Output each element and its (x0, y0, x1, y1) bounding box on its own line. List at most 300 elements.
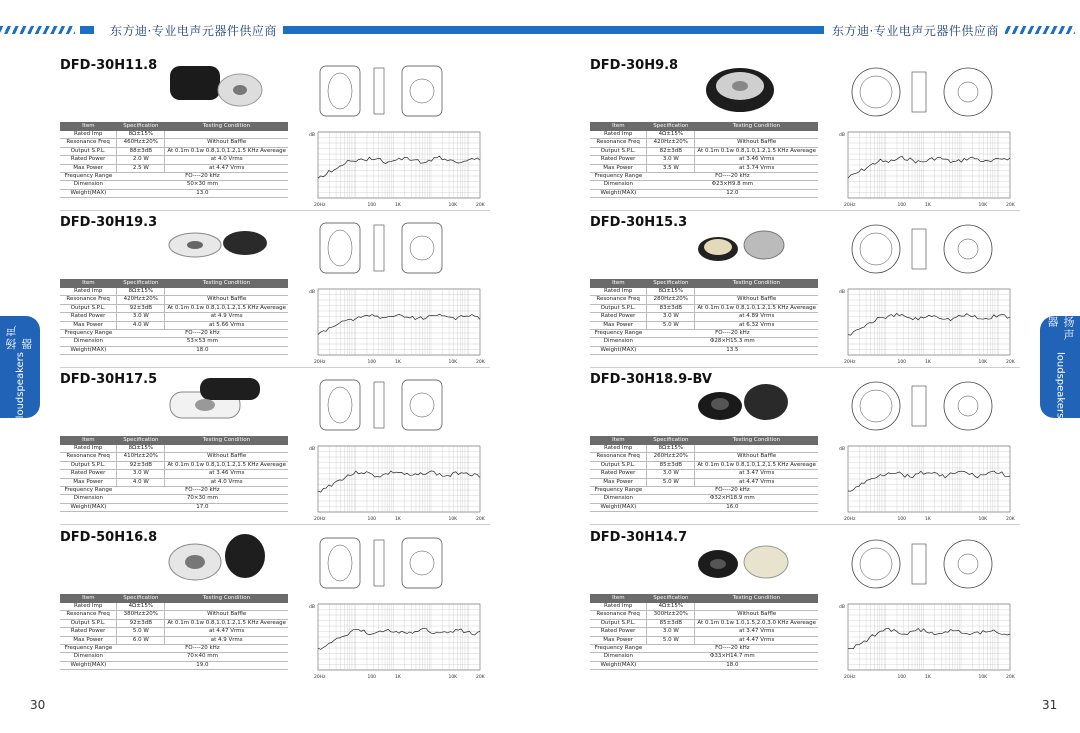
spec-cell: Rated Imp (590, 288, 647, 296)
spec-cell: at 4.47 Vrms (165, 164, 288, 172)
spec-cell: 2.5 W (117, 164, 165, 172)
spec-row (60, 603, 288, 611)
spec-row (590, 313, 818, 321)
side-tab (0, 316, 40, 418)
graph-x-tick: 100 (897, 517, 907, 522)
spec-row (590, 304, 818, 312)
spec-cell: at 5.66 Vrms (165, 321, 288, 329)
spec-cell: 380Hz±20% (117, 611, 165, 619)
spec-cell: at 3.46 Vrms (165, 470, 288, 478)
spec-header: Testing Condition (165, 436, 288, 445)
product-block (590, 215, 1030, 371)
spec-header: Testing Condition (695, 436, 818, 445)
spec-row (590, 330, 818, 338)
spec-cell: Frequency Range (590, 645, 647, 653)
spec-row (590, 495, 818, 503)
spec-row (60, 661, 288, 669)
product-block (60, 372, 500, 528)
graph-x-tick: 10K (978, 203, 988, 208)
spec-cell: 53×53 mm (117, 338, 288, 346)
graph-x-tick: 10K (978, 360, 988, 365)
graph-x-tick: 20Hz (314, 203, 326, 208)
graph-x-tick: 100 (897, 675, 907, 680)
spec-cell: 3.5 W (647, 164, 695, 172)
spec-cell: 85±3dB (647, 619, 695, 627)
spec-cell (695, 445, 818, 453)
product-photo (160, 58, 270, 118)
spec-cell: Weight(MAX) (60, 503, 117, 511)
spec-cell: At 0.1m 0.1w 1.0,1.5,2.0,3.0 KHz Avereage (695, 619, 818, 627)
spec-row (60, 131, 288, 139)
spec-cell: FO----20 kHz (117, 487, 288, 495)
spec-cell: at 3.74 Vrms (695, 164, 818, 172)
spec-row (590, 189, 818, 197)
spec-cell: Without Baffle (165, 611, 288, 619)
spec-cell: 92±3dB (117, 619, 165, 627)
spec-cell: FO----20 kHz (647, 487, 818, 495)
spec-cell: 50×30 mm (117, 181, 288, 189)
spec-header: Specification (117, 436, 165, 445)
spec-cell: Resonance Freq (60, 611, 117, 619)
graph-x-tick: 10K (978, 517, 988, 522)
spec-cell: Rated Power (60, 470, 117, 478)
spec-cell: Weight(MAX) (60, 189, 117, 197)
spec-cell: 3.0 W (647, 628, 695, 636)
graph-y-label: dB (839, 290, 845, 295)
spec-row (60, 330, 288, 338)
spec-row (590, 619, 818, 627)
spec-cell: 3.0 W (647, 156, 695, 164)
spec-row (590, 487, 818, 495)
spec-cell: Rated Imp (60, 603, 117, 611)
spec-row (60, 147, 288, 155)
spec-row (60, 304, 288, 312)
spec-cell: Weight(MAX) (60, 661, 117, 669)
spec-cell: Rated Power (590, 470, 647, 478)
spec-cell: 3.0 W (647, 470, 695, 478)
spec-cell: 8Ω±15% (117, 445, 165, 453)
spec-cell: FO----20 kHz (647, 173, 818, 181)
spec-header: Item (590, 122, 647, 131)
spec-cell: FO----20 kHz (117, 645, 288, 653)
spec-row (590, 156, 818, 164)
section-divider (60, 524, 490, 525)
spec-cell: At 0.1m 0.1w 0.8,1.0,1.2,1.5 KHz Avereage (165, 304, 288, 312)
spec-row (60, 461, 288, 469)
spec-cell: 12.0 (647, 189, 818, 197)
spec-cell: Dimension (60, 338, 117, 346)
spec-cell: 4.0 W (117, 321, 165, 329)
spec-table (590, 279, 818, 355)
spec-header: Specification (117, 279, 165, 288)
spec-row (590, 321, 818, 329)
section-divider (590, 524, 1020, 525)
spec-cell: Output S.P.L. (590, 619, 647, 627)
spec-cell: 420Hz±20% (647, 139, 695, 147)
side-tab (1040, 316, 1080, 418)
spec-row (590, 628, 818, 636)
spec-cell: Rated Imp (60, 445, 117, 453)
dimension-drawing (310, 215, 500, 275)
product-block (590, 372, 1030, 528)
spec-cell: 85±3dB (647, 461, 695, 469)
spec-cell: 19.0 (117, 661, 288, 669)
graph-x-tick: 20K (1006, 203, 1015, 208)
spec-row (60, 628, 288, 636)
spec-cell: Resonance Freq (60, 139, 117, 147)
spec-row (590, 645, 818, 653)
spec-cell: 4.0 W (117, 478, 165, 486)
graph-x-tick: 20Hz (314, 675, 326, 680)
spec-cell: 18.0 (117, 346, 288, 354)
brand-title: 东方迪·专业电声元器件供应商 (826, 22, 1005, 39)
spec-cell: at 4.47 Vrms (695, 478, 818, 486)
page-number: 30 (30, 698, 46, 712)
spec-cell: Dimension (60, 181, 117, 189)
spec-row (590, 173, 818, 181)
spec-row (60, 296, 288, 304)
spec-cell: At 0.1m 0.1w 0.8,1.0,1.2,1.5 KHz Avereage (165, 147, 288, 155)
spec-cell: Φ28×H15.3 mm (647, 338, 818, 346)
spec-header: Item (590, 594, 647, 603)
spec-cell: Max Power (590, 478, 647, 486)
spec-row (590, 653, 818, 661)
graph-x-tick: 10K (448, 203, 458, 208)
spec-cell: Dimension (590, 338, 647, 346)
graph-x-tick: 20K (1006, 675, 1015, 680)
spec-table (60, 594, 288, 670)
spec-header: Testing Condition (165, 279, 288, 288)
spec-cell (165, 603, 288, 611)
spec-cell: Resonance Freq (590, 611, 647, 619)
spec-cell: Max Power (590, 164, 647, 172)
side-tab-cn: 扬声器 (5, 323, 34, 350)
side-tab-en: loudspeakers (1054, 351, 1066, 418)
spec-cell: 88±3dB (117, 147, 165, 155)
spec-cell: 5.0 W (647, 478, 695, 486)
spec-cell: Rated Power (590, 156, 647, 164)
spec-cell: at 4.9 Vrms (165, 313, 288, 321)
spec-cell: FO----20 kHz (117, 330, 288, 338)
spec-cell: Output S.P.L. (60, 147, 117, 155)
graph-x-tick: 1K (925, 360, 931, 365)
graph-x-tick: 20K (476, 360, 485, 365)
spec-cell: 2.0 W (117, 156, 165, 164)
stripe-decoration (540, 26, 824, 34)
spec-row (60, 470, 288, 478)
spec-cell: at 4.47 Vrms (695, 636, 818, 644)
graph-y-label: dB (309, 605, 315, 610)
product-block (590, 58, 1030, 214)
stripe-decoration (80, 26, 94, 34)
spec-row (60, 619, 288, 627)
spec-cell: At 0.1m 0.1w 0.8,1.0,1.2,1.5 KHz Avereage (165, 619, 288, 627)
spec-cell: at 4.0 Vrms (165, 478, 288, 486)
spec-row (60, 156, 288, 164)
spec-cell: 18.0 (647, 661, 818, 669)
spec-header: Item (590, 279, 647, 288)
spec-cell: Weight(MAX) (590, 346, 647, 354)
spec-cell: Resonance Freq (590, 139, 647, 147)
model-title: DFD-30H18.9-BV (590, 372, 712, 387)
spec-cell: Output S.P.L. (60, 619, 117, 627)
spec-cell: Frequency Range (60, 487, 117, 495)
dimension-drawing (310, 530, 500, 590)
stripe-decoration (0, 26, 75, 34)
section-divider (60, 367, 490, 368)
spec-cell: 5.0 W (117, 628, 165, 636)
product-photo (160, 530, 270, 590)
spec-cell: At 0.1m 0.1w 0.8,1.0,1.2,1.5 KHz Avereage (695, 147, 818, 155)
spec-cell: Max Power (590, 636, 647, 644)
spec-cell: At 0.1m 0.1w 0.8,1.0,1.2,1.5 KHz Avereage (165, 461, 288, 469)
graph-x-tick: 20K (476, 675, 485, 680)
graph-x-tick: 100 (367, 203, 377, 208)
spec-table (590, 436, 818, 512)
spec-row (60, 181, 288, 189)
graph-x-tick: 1K (395, 360, 401, 365)
graph-x-tick: 20Hz (844, 360, 856, 365)
spec-table (60, 279, 288, 355)
spec-cell: FO----20 kHz (117, 173, 288, 181)
spec-header: Item (60, 279, 117, 288)
spec-row (590, 603, 818, 611)
spec-cell: 17.0 (117, 503, 288, 511)
spec-cell: at 3.47 Vrms (695, 628, 818, 636)
dimension-drawing (840, 215, 1030, 275)
spec-row (60, 636, 288, 644)
spec-row (60, 321, 288, 329)
spec-header: Specification (647, 594, 695, 603)
graph-x-tick: 1K (395, 517, 401, 522)
graph-x-tick: 100 (897, 203, 907, 208)
spec-cell: 92±3dB (117, 304, 165, 312)
spec-cell: Frequency Range (60, 173, 117, 181)
spec-row (590, 147, 818, 155)
spec-cell: Without Baffle (165, 453, 288, 461)
spec-cell: 8Ω±15% (647, 288, 695, 296)
spec-cell: Rated Power (590, 628, 647, 636)
spec-row (60, 189, 288, 197)
spec-cell: Dimension (60, 653, 117, 661)
frequency-response-graph (308, 442, 486, 522)
spec-row (590, 131, 818, 139)
model-title: DFD-30H15.3 (590, 215, 688, 230)
spec-cell: Dimension (590, 653, 647, 661)
spec-header: Testing Condition (695, 594, 818, 603)
spec-cell: 280Hz±20% (647, 296, 695, 304)
graph-x-tick: 20K (476, 517, 485, 522)
spec-header: Item (590, 436, 647, 445)
frequency-response-graph (308, 285, 486, 365)
spec-cell: 8Ω±15% (647, 445, 695, 453)
spec-cell: FO----20 kHz (647, 645, 818, 653)
spec-row (60, 453, 288, 461)
section-divider (590, 210, 1020, 211)
spec-table (590, 594, 818, 670)
spec-cell: Rated Imp (590, 603, 647, 611)
spec-cell (695, 603, 818, 611)
frequency-response-graph (838, 128, 1016, 208)
graph-x-tick: 10K (448, 517, 458, 522)
spec-cell: at 4.0 Vrms (165, 156, 288, 164)
spec-row (60, 653, 288, 661)
spec-row (590, 470, 818, 478)
spec-cell: Without Baffle (695, 453, 818, 461)
spec-table (60, 436, 288, 512)
graph-x-tick: 20K (476, 203, 485, 208)
spec-header: Specification (647, 436, 695, 445)
spec-cell: 3.0 W (117, 313, 165, 321)
product-photo (160, 372, 270, 432)
spec-cell: Rated Power (60, 313, 117, 321)
spec-header: Specification (647, 279, 695, 288)
graph-y-label: dB (309, 447, 315, 452)
dimension-drawing (840, 372, 1030, 432)
spec-row (60, 346, 288, 354)
spec-row (590, 288, 818, 296)
spec-row (590, 164, 818, 172)
spec-row (60, 313, 288, 321)
graph-x-tick: 20K (1006, 517, 1015, 522)
spec-cell: Without Baffle (695, 296, 818, 304)
stripe-decoration (1000, 26, 1075, 34)
spec-cell: Weight(MAX) (60, 346, 117, 354)
spec-row (590, 338, 818, 346)
spec-cell: at 4.9 Vrms (165, 636, 288, 644)
spec-cell: 13.5 (647, 346, 818, 354)
section-divider (590, 367, 1020, 368)
spec-cell: at 3.46 Vrms (695, 156, 818, 164)
product-photo (690, 530, 800, 590)
graph-x-tick: 20K (1006, 360, 1015, 365)
spec-cell: Rated Imp (60, 131, 117, 139)
spec-cell: FO----20 kHz (647, 330, 818, 338)
spec-cell: at 3.47 Vrms (695, 470, 818, 478)
spec-row (60, 338, 288, 346)
spec-row (590, 346, 818, 354)
spec-cell: Frequency Range (60, 645, 117, 653)
spec-cell: Rated Imp (590, 445, 647, 453)
spec-header: Testing Condition (165, 594, 288, 603)
spec-cell: 5.0 W (647, 321, 695, 329)
model-title: DFD-30H19.3 (60, 215, 158, 230)
graph-x-tick: 10K (448, 675, 458, 680)
spec-row (590, 445, 818, 453)
dimension-drawing (310, 372, 500, 432)
spec-row (60, 611, 288, 619)
graph-x-tick: 1K (925, 675, 931, 680)
spec-cell: Output S.P.L. (590, 461, 647, 469)
spec-cell: Resonance Freq (590, 453, 647, 461)
model-title: DFD-30H14.7 (590, 530, 688, 545)
spec-cell: at 4.89 Vrms (695, 313, 818, 321)
product-photo (690, 215, 800, 275)
spec-cell: 5.0 W (647, 636, 695, 644)
spec-row (60, 645, 288, 653)
spec-row (60, 503, 288, 511)
spec-table (590, 122, 818, 198)
spec-cell: Frequency Range (60, 330, 117, 338)
spec-cell: Dimension (590, 181, 647, 189)
spec-row (590, 139, 818, 147)
dimension-drawing (310, 58, 500, 118)
spec-row (590, 453, 818, 461)
spec-cell: 410Hz±20% (117, 453, 165, 461)
spec-row (590, 461, 818, 469)
spec-cell: Frequency Range (590, 173, 647, 181)
side-tab-en: loudspeakers (14, 351, 26, 418)
spec-row (590, 478, 818, 486)
spec-header: Specification (117, 122, 165, 131)
model-title: DFD-30H11.8 (60, 58, 158, 73)
product-block (590, 530, 1030, 686)
spec-cell: Rated Power (60, 156, 117, 164)
spec-cell: 4Ω±15% (117, 603, 165, 611)
spec-header: Testing Condition (695, 122, 818, 131)
spec-cell: Without Baffle (695, 139, 818, 147)
spec-cell: Rated Imp (60, 288, 117, 296)
dimension-drawing (840, 58, 1030, 118)
spec-cell: 3.0 W (117, 470, 165, 478)
model-title: DFD-30H17.5 (60, 372, 158, 387)
spec-row (590, 181, 818, 189)
frequency-response-graph (838, 285, 1016, 365)
spec-cell (165, 131, 288, 139)
spec-cell (695, 131, 818, 139)
spec-cell: Frequency Range (590, 330, 647, 338)
frequency-response-graph (838, 600, 1016, 680)
spec-cell: Output S.P.L. (590, 304, 647, 312)
graph-x-tick: 10K (448, 360, 458, 365)
spec-cell: 4Ω±15% (647, 131, 695, 139)
graph-x-tick: 20Hz (844, 675, 856, 680)
spec-row (60, 164, 288, 172)
spec-cell: Resonance Freq (60, 453, 117, 461)
spec-cell (165, 288, 288, 296)
spec-cell: 8Ω±15% (117, 288, 165, 296)
spec-cell: 16.0 (647, 503, 818, 511)
page-number: 31 (1042, 698, 1058, 712)
spec-cell: Φ23×H9.8 mm (647, 181, 818, 189)
spec-row (60, 173, 288, 181)
spec-cell: Φ32×H18.9 mm (647, 495, 818, 503)
spec-cell: Rated Power (590, 313, 647, 321)
spec-cell: At 0.1m 0.1w 0.8,1.0,1.2,1.5 KHz Avereage (695, 304, 818, 312)
spec-row (60, 288, 288, 296)
product-block (60, 530, 500, 686)
frequency-response-graph (308, 600, 486, 680)
section-divider (60, 210, 490, 211)
spec-cell: At 0.1m 0.1w 0.8,1.0,1.2,1.5 KHz Avereage (695, 461, 818, 469)
right-page (540, 0, 1080, 733)
spec-cell: Resonance Freq (590, 296, 647, 304)
spec-cell: Output S.P.L. (590, 147, 647, 155)
spec-cell: 82±3dB (647, 147, 695, 155)
product-photo (690, 58, 800, 118)
spec-cell: 460Hz±20% (117, 139, 165, 147)
graph-x-tick: 20Hz (844, 517, 856, 522)
spec-row (60, 487, 288, 495)
spec-cell: 4Ω±15% (647, 603, 695, 611)
spec-cell: Max Power (60, 636, 117, 644)
spec-row (590, 611, 818, 619)
spec-row (60, 478, 288, 486)
graph-x-tick: 100 (897, 360, 907, 365)
brand-title: 东方迪·专业电声元器件供应商 (104, 22, 283, 39)
spec-cell: Max Power (60, 321, 117, 329)
spec-cell: Max Power (60, 478, 117, 486)
